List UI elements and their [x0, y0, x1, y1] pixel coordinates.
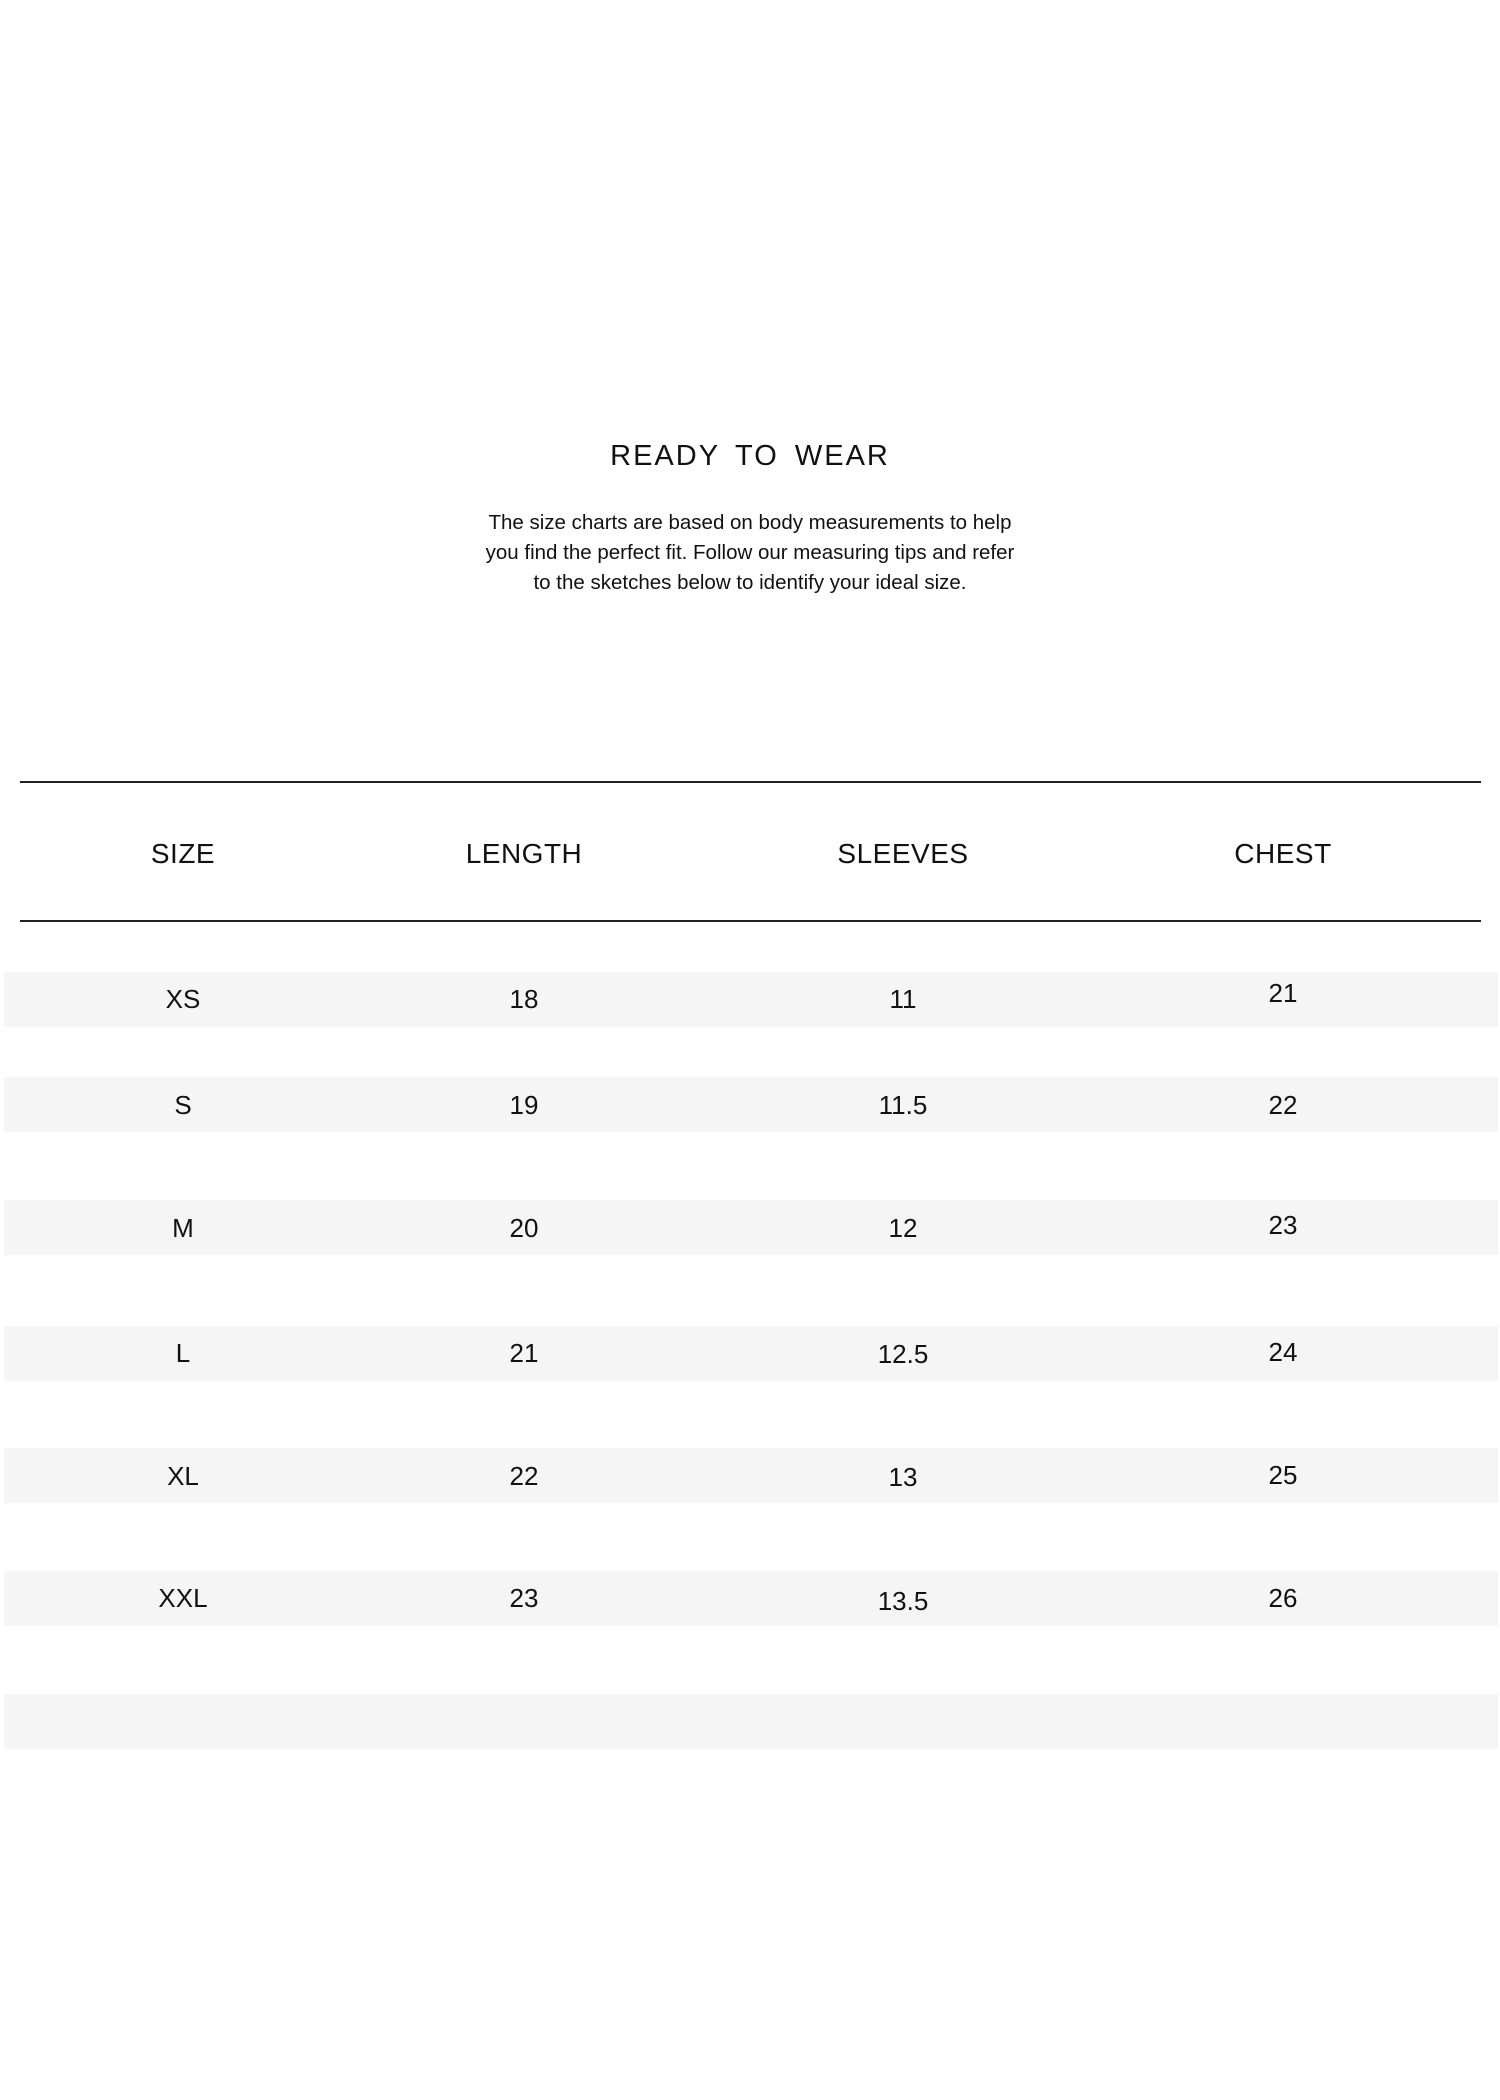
cell-size: XS	[165, 984, 201, 1014]
header-length: LENGTH	[465, 838, 583, 869]
cell-sleeves: 11	[889, 984, 917, 1014]
cell-chest: 26	[1268, 1583, 1298, 1613]
cell-length: 18	[509, 984, 539, 1014]
cell-chest: 24	[1268, 1337, 1298, 1367]
intro-line: you find the perfect fit. Follow our measuring tips and refer	[485, 541, 1015, 564]
header-size: SIZE	[150, 838, 216, 869]
intro-line: to the sketches below to identify your ideal size.	[533, 571, 967, 594]
header-chest: CHEST	[1234, 838, 1332, 869]
cell-chest: 22	[1268, 1090, 1298, 1120]
cell-size: S	[174, 1090, 192, 1120]
cell-sleeves: 11.5	[878, 1090, 928, 1120]
header-sleeves: SLEEVES	[837, 838, 969, 869]
cell-sleeves: 12	[888, 1213, 918, 1243]
cell-chest: 25	[1268, 1460, 1298, 1490]
cell-chest: 23	[1268, 1210, 1298, 1240]
cell-length: 22	[509, 1461, 539, 1491]
cell-length: 20	[509, 1213, 539, 1243]
page-title: READY TO WEAR	[610, 440, 890, 472]
cell-length: 21	[509, 1338, 539, 1368]
cell-chest: 21	[1268, 978, 1298, 1008]
cell-sleeves: 13	[888, 1462, 918, 1492]
cell-length: 23	[509, 1583, 539, 1613]
intro-text	[0, 508, 1500, 598]
intro-line: The size charts are based on body measurements to help	[488, 511, 1012, 534]
cell-sleeves: 13.5	[877, 1586, 929, 1616]
cell-sleeves: 12.5	[877, 1339, 929, 1369]
table-top-rule	[20, 781, 1481, 783]
cell-size: L	[175, 1338, 191, 1368]
empty-table-row	[4, 1694, 1498, 1749]
table-header-rule	[20, 920, 1481, 922]
cell-size: M	[172, 1213, 194, 1243]
cell-size: XL	[167, 1461, 199, 1491]
cell-size: XXL	[158, 1583, 208, 1613]
cell-length: 19	[509, 1090, 539, 1120]
